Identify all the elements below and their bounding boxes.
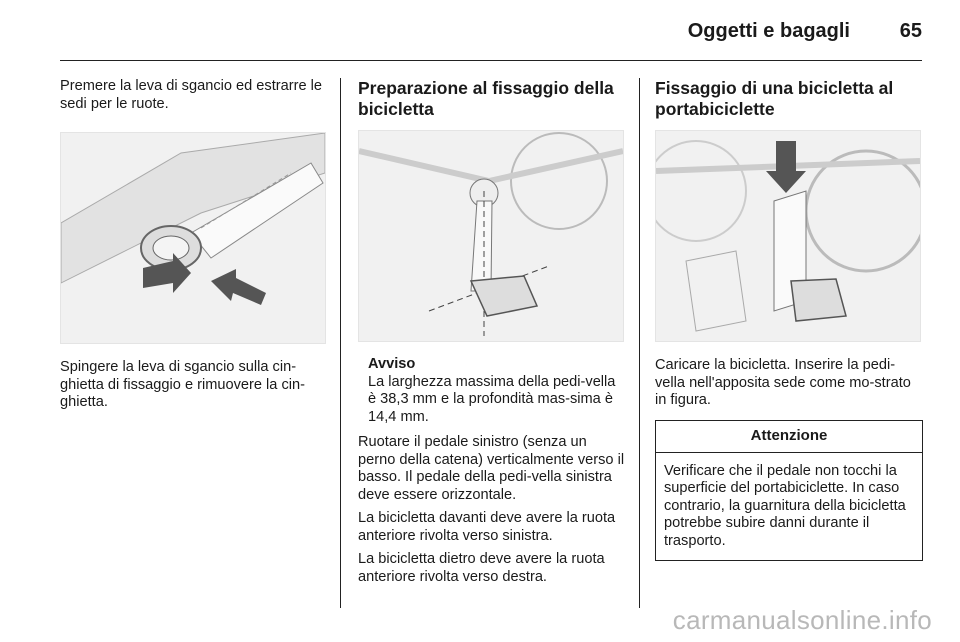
column-middle [358,78,626,586]
column-left [60,78,326,412]
watermark-text: carmanualsonline.info [672,605,932,635]
pedal-illustration [358,130,624,342]
header-divider [60,60,922,61]
column-divider [340,78,341,608]
instruction-text: La bicicletta dietro deve avere la ruota anteriore rivolta verso destra. [358,551,605,585]
column-divider [639,78,640,608]
warning-title: Attenzione [656,421,922,453]
notice-title: Avviso [368,356,416,372]
section-heading: Preparazione al fissaggio della bicicletta [358,78,614,119]
release-lever-illustration [60,132,326,344]
page-header [0,0,960,60]
notice-text: La larghezza massima della pedi-vella è 38,3 mm e la profondità mas-sima è 14,4 mm. [368,373,616,425]
instruction-text: Spingere la leva di sgancio sulla cin-ghietta di fissaggio e rimuovere la cin-ghietta. [60,359,305,410]
notice-box [358,356,626,426]
bike-mounting-illustration [655,130,921,342]
instruction-text: Premere la leva di sgancio ed estrarre le sedi per le ruote. [60,78,323,112]
warning-box [655,420,923,562]
warning-text: Verificare che il pedale non tocchi la superficie del portabiciclette. In caso contrario, la guarnitura della bicicletta potrebbe subire danni durante il trasporto. [664,462,906,549]
column-right [655,78,923,561]
instruction-text: Ruotare il pedale sinistro (senza un perno della catena) verticalmente verso il basso. Il pedale della pedi-vella sinistra deve essere orizzontale. [358,434,625,503]
instruction-text: Caricare la bicicletta. Inserire la pedi-vella nell'apposita sede come mo-strato in figura. [655,357,911,408]
section-heading: Fissaggio di una bicicletta al portabiciclette [655,78,894,119]
section-title: Oggetti e bagagli [687,20,850,42]
page-number: 65 [899,20,922,42]
instruction-text: La bicicletta davanti deve avere la ruota anteriore rivolta verso sinistra. [358,510,616,544]
